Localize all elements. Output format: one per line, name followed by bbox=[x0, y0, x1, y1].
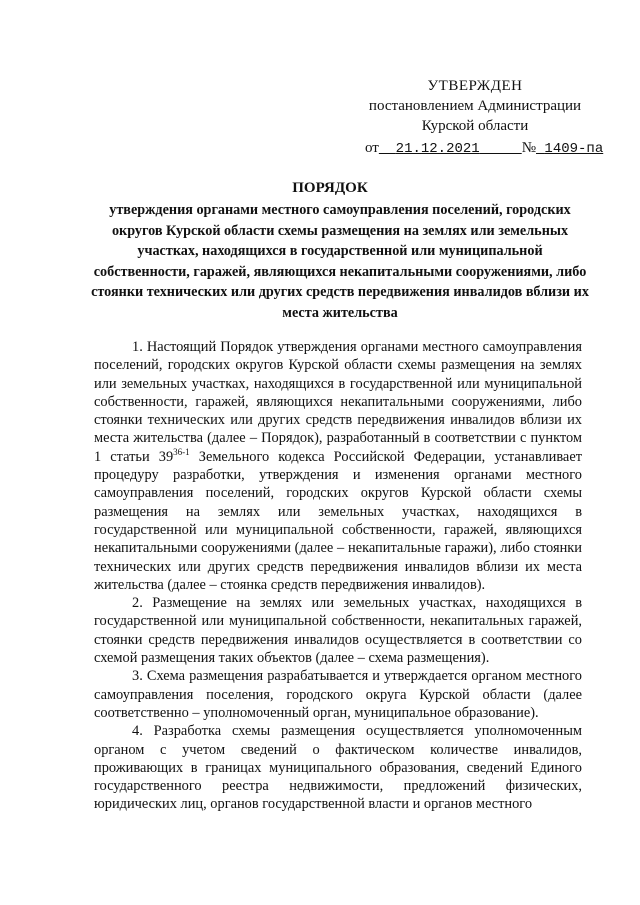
document-subtitle: утверждения органами местного самоуправления поселений, городских округов Курской области схемы размещения на землях или земельных участках, находящихся в государственной или муниципальной собственности, гаражей, являющихся некапитальными сооружениями, либо стоянки технических или других средств передвижения инвалидов вблизи их места жительства bbox=[91, 202, 589, 321]
approval-block bbox=[365, 76, 604, 159]
document-body bbox=[94, 338, 582, 814]
approval-line-2: Курской области bbox=[421, 118, 529, 134]
article-superscript: 36-1 bbox=[173, 446, 190, 457]
number-prefix: № bbox=[521, 140, 537, 156]
date-prefix: от bbox=[365, 140, 379, 156]
approval-number: 1409-па bbox=[544, 141, 604, 157]
document-title: ПОРЯДОК bbox=[292, 180, 368, 196]
paragraph-1: 1. Настоящий Порядок утверждения органами местного самоуправления поселений, городских округов Курской области схемы размещения на землях или земельных участках, находящихся в государственной или муниципальной собственности, гаражей, являющихся некапитальными сооружениями, либо стоянки технических или других средств передвижения инвалидов вблизи их места жительства (далее – Порядок), разработанный в соответствии с пунктом 1 статьи 39$^{36-1}$ Земельного кодекса Российской Федерации, устанавливает процедуру разработки, утверждения и изменения органами местного самоуправления поселений, городских округов Курской области схемы размещения на землях или земельных участках, находящихся в государственной или муниципальной собственности, гаражей, являющихся некапитальными сооружениями (далее – некапитальные гаражи), либо стоянки технических или других средств передвижения инвалидов вблизи их места жительства (далее – стоянка средств передвижения инвалидов). bbox=[94, 339, 582, 593]
approval-date-line bbox=[365, 138, 604, 159]
paragraph-4: 4. Разработка схемы размещения осуществляется уполномоченным органом с учетом сведений о фактическом количестве инвалидов, проживающих в границах муниципального образования, сведений Единого государственного реестра недвижимости, предложений физических, юридических лиц, органов государственной власти и органов местного bbox=[94, 723, 582, 813]
approval-line-1: постановлением Администрации bbox=[368, 98, 582, 114]
approval-date: 21.12.2021 bbox=[395, 141, 480, 157]
approval-label: УТВЕРЖДЕН bbox=[427, 78, 523, 94]
paragraph-2: 2. Размещение на землях или земельных участках, находящихся в государственной или муниципальной собственности, некапитальных гаражей, стоянки средств передвижения инвалидов осуществляется в соответствии со схемой размещения таких объектов (далее – схема размещения). bbox=[94, 595, 582, 667]
paragraph-3: 3. Схема размещения разрабатывается и утверждается органом местного самоуправления поселения, городского округа Курской области (далее соответственно – уполномоченный орган, муниципальное образование). bbox=[94, 668, 582, 721]
